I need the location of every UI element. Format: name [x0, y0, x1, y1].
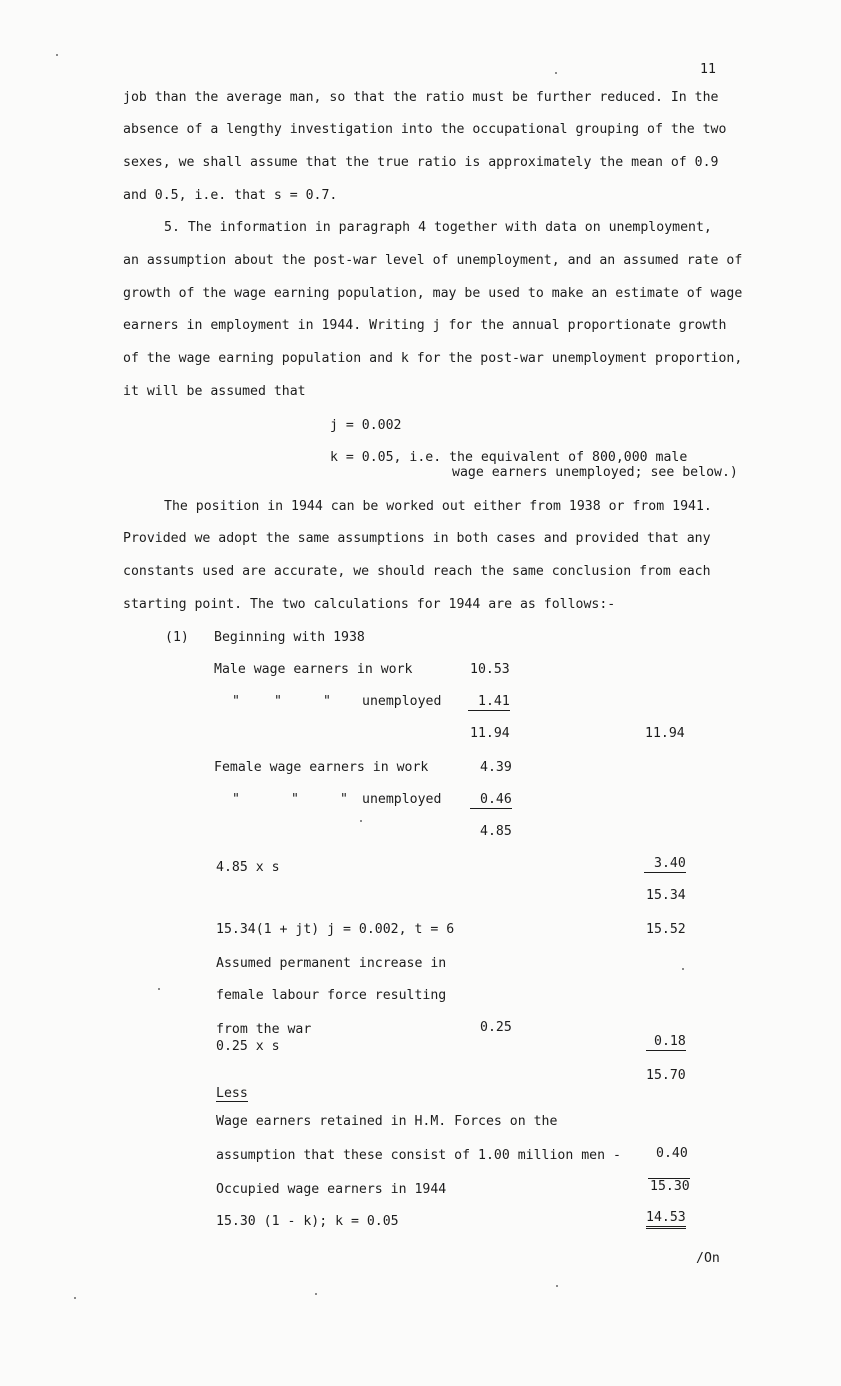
permanent-times-s-label: 0.25 x s [216, 1039, 280, 1054]
occupied-label: Occupied wage earners in 1944 [216, 1182, 447, 1197]
scan-speck [360, 820, 362, 822]
ditto-mark: " [232, 792, 240, 807]
continuation-marker: /On [696, 1251, 720, 1266]
forces-line: Wage earners retained in H.M. Forces on the [216, 1114, 558, 1129]
permanent-increase-value: 0.25 [480, 1020, 512, 1035]
text-line: and 0.5, i.e. that s = 0.7. [123, 188, 338, 203]
ditto-mark: " [340, 792, 348, 807]
ditto-mark: " [232, 694, 240, 709]
subtotal-2: 15.70 [646, 1068, 686, 1083]
text-line: of the wage earning population and k for the post-war unemployment proportion, [123, 351, 743, 366]
text-line: it will be assumed that [123, 384, 306, 399]
female-unemployed-label: unemployed [362, 792, 442, 807]
less-heading: Less [216, 1086, 248, 1101]
male-unemployed-value: 1.41 [468, 694, 510, 711]
scan-speck [56, 54, 58, 56]
text-line: absence of a lengthy investigation into the occupational grouping of the two [123, 122, 727, 137]
growth-label: 15.34(1 + jt) j = 0.002, t = 6 [216, 922, 455, 937]
text-line: sexes, we shall assume that the true ratio is approximately the mean of 0.9 [123, 155, 719, 170]
permanent-times-s-value: 0.18 [646, 1034, 686, 1051]
male-total: 11.94 [470, 726, 510, 741]
scan-speck [158, 988, 160, 990]
text-line: an assumption about the post-war level of unemployment, and an assumed rate of [123, 253, 743, 268]
text-line: The position in 1944 can be worked out either from 1938 or from 1941. [164, 499, 712, 514]
calc-heading: Beginning with 1938 [214, 630, 365, 645]
assumption-j: j = 0.002 [330, 418, 402, 433]
scan-speck [315, 1293, 317, 1295]
ditto-mark: " [291, 792, 299, 807]
permanent-increase-line: female labour force resulting [216, 988, 447, 1003]
text-line: Provided we adopt the same assumptions in both cases and provided that any [123, 531, 711, 546]
male-in-work-value: 10.53 [470, 662, 510, 677]
scan-speck [555, 72, 557, 74]
subtotal-1: 15.34 [646, 888, 686, 903]
permanent-increase-line: from the war [216, 1022, 312, 1037]
forces-value: 0.40 [656, 1146, 688, 1161]
female-times-s-label: 4.85 x s [216, 860, 280, 875]
assumption-k: k = 0.05, i.e. the equivalent of 800,000 male [330, 450, 688, 465]
female-times-s-value: 3.40 [644, 856, 686, 873]
assumption-k-continued: wage earners unemployed; see below.) [452, 465, 738, 480]
scan-speck [682, 968, 684, 970]
final-label: 15.30 (1 - k); k = 0.05 [216, 1214, 399, 1229]
text-line: growth of the wage earning population, may be used to make an estimate of wage [123, 286, 743, 301]
occupied-value: 15.30 [650, 1179, 690, 1194]
female-total: 4.85 [480, 824, 512, 839]
male-total-carried: 11.94 [645, 726, 685, 741]
page-number: 11 [700, 62, 716, 77]
final-value: 14.53 [646, 1210, 686, 1229]
forces-line: assumption that these consist of 1.00 million men - [216, 1148, 621, 1163]
text-line: job than the average man, so that the ratio must be further reduced. In the [123, 90, 719, 105]
female-unemployed-value: 0.46 [470, 792, 512, 809]
growth-value: 15.52 [646, 922, 686, 937]
female-in-work-value: 4.39 [480, 760, 512, 775]
permanent-increase-line: Assumed permanent increase in [216, 956, 447, 971]
scan-speck [556, 1285, 558, 1287]
text-line: 5. The information in paragraph 4 together with data on unemployment, [164, 220, 712, 235]
scan-speck [74, 1297, 76, 1299]
ditto-mark: " [274, 694, 282, 709]
ditto-mark: " [323, 694, 331, 709]
male-in-work-label: Male wage earners in work [214, 662, 413, 677]
male-unemployed-label: unemployed [362, 694, 442, 709]
text-line: constants used are accurate, we should reach the same conclusion from each [123, 564, 711, 579]
text-line: earners in employment in 1944. Writing j for the annual proportionate growth [123, 318, 727, 333]
text-line: starting point. The two calculations for 1944 are as follows:- [123, 597, 616, 612]
calc-number: (1) [165, 630, 189, 645]
female-in-work-label: Female wage earners in work [214, 760, 429, 775]
